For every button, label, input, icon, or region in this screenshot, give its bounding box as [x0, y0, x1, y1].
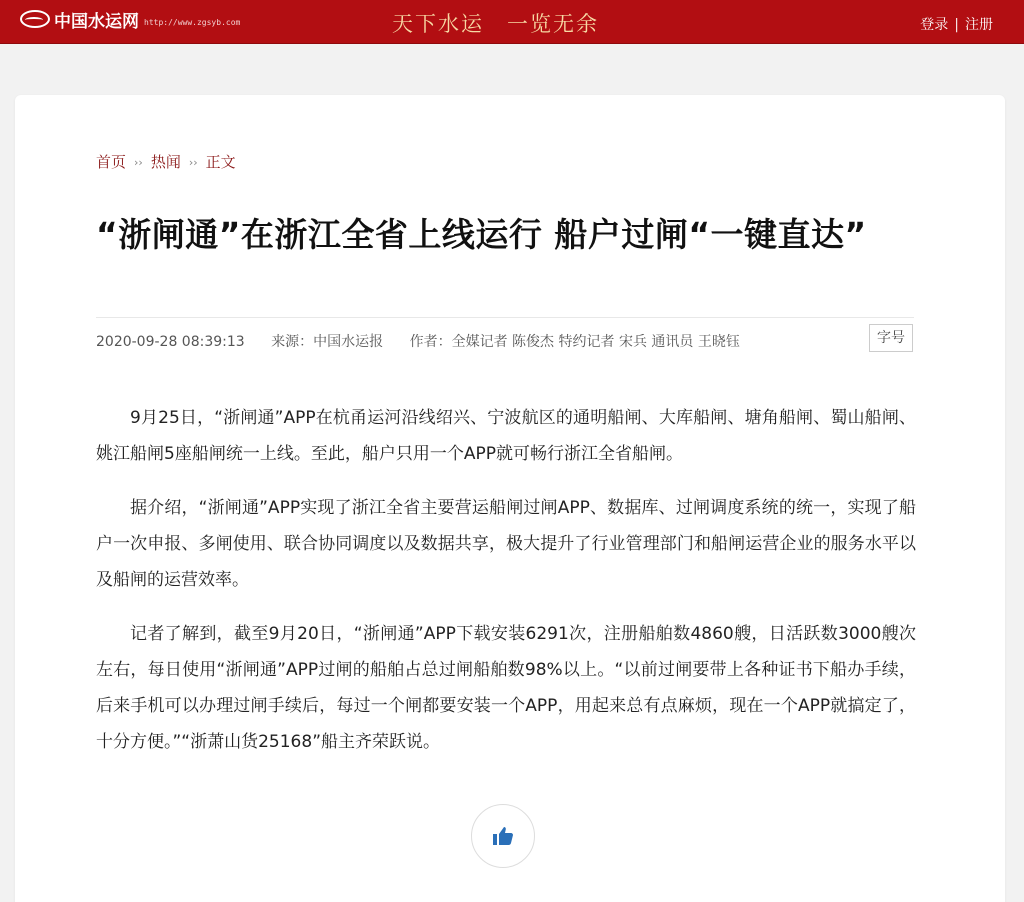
- breadcrumb-home[interactable]: 首页: [96, 153, 127, 171]
- auth-links: [920, 14, 993, 34]
- article-source: 来源：中国水运报: [271, 334, 384, 350]
- article-card: [15, 95, 1005, 902]
- article-paragraph: 记者了解到，截至9月20日，“浙闸通”APP下载安装6291次，注册船舶数4860艘，日活跃数3000艘次左右，每日使用“浙闸通”APP过闸的船舶占总过闸船舶数98%以上。“以前过闸要带上各种证书下船办手续，后来手机可以办理过闸手续后，每过一个闸都要安装一个APP，用起来总有点麻烦，现在一个APP就搞定了，十分方便。”“浙萧山货25168”船主齐荣跃说。: [96, 624, 916, 752]
- article-author: 作者：全媒记者 陈俊杰 特约记者 宋兵 通讯员 王晓钰: [409, 334, 740, 350]
- article-paragraph: 据介绍，“浙闸通”APP实现了浙江全省主要营运船闸过闸APP、数据库、过闸调度系统的统一，实现了船户一次申报、多闸使用、联合协同调度以及数据共享，极大提升了行业管理部门和船闸运营企业的服务水平以及船闸的运营效率。: [96, 498, 916, 590]
- auth-separator: |: [954, 17, 959, 33]
- font-size-button[interactable]: 字号: [869, 324, 913, 352]
- breadcrumb-separator: ››: [134, 156, 143, 169]
- like-button[interactable]: [471, 804, 535, 868]
- article-title: “浙闸通”在浙江全省上线运行 船户过闸“一键直达”: [96, 215, 867, 254]
- breadcrumb-current: 正文: [205, 153, 236, 171]
- thumbs-up-icon: [491, 824, 515, 848]
- article-meta: [96, 331, 914, 351]
- site-name: 中国水运网: [54, 11, 139, 32]
- publish-date: 2020-09-28 08:39:13: [96, 334, 245, 350]
- top-header-bar: [0, 0, 1024, 44]
- logo-emblem-icon: [20, 10, 50, 28]
- article-paragraph: 9月25日，“浙闸通”APP在杭甬运河沿线绍兴、宁波航区的通明船闸、大库船闸、塘角船闸、蜀山船闸、姚江船闸5座船闸统一上线。至此，船户只用一个APP就可畅行浙江全省船闸。: [96, 408, 916, 464]
- site-logo[interactable]: [20, 8, 240, 30]
- site-url: http://www.zgsyb.com: [144, 17, 241, 27]
- article-body: [96, 400, 916, 778]
- site-slogan: 天下水运 一览无余: [392, 12, 599, 36]
- meta-divider: [96, 317, 914, 318]
- breadcrumb: [96, 151, 236, 172]
- login-link[interactable]: 登录: [920, 17, 949, 33]
- register-link[interactable]: 注册: [965, 17, 993, 33]
- breadcrumb-separator: ››: [188, 156, 198, 169]
- breadcrumb-hot-news[interactable]: 热闻: [150, 153, 181, 171]
